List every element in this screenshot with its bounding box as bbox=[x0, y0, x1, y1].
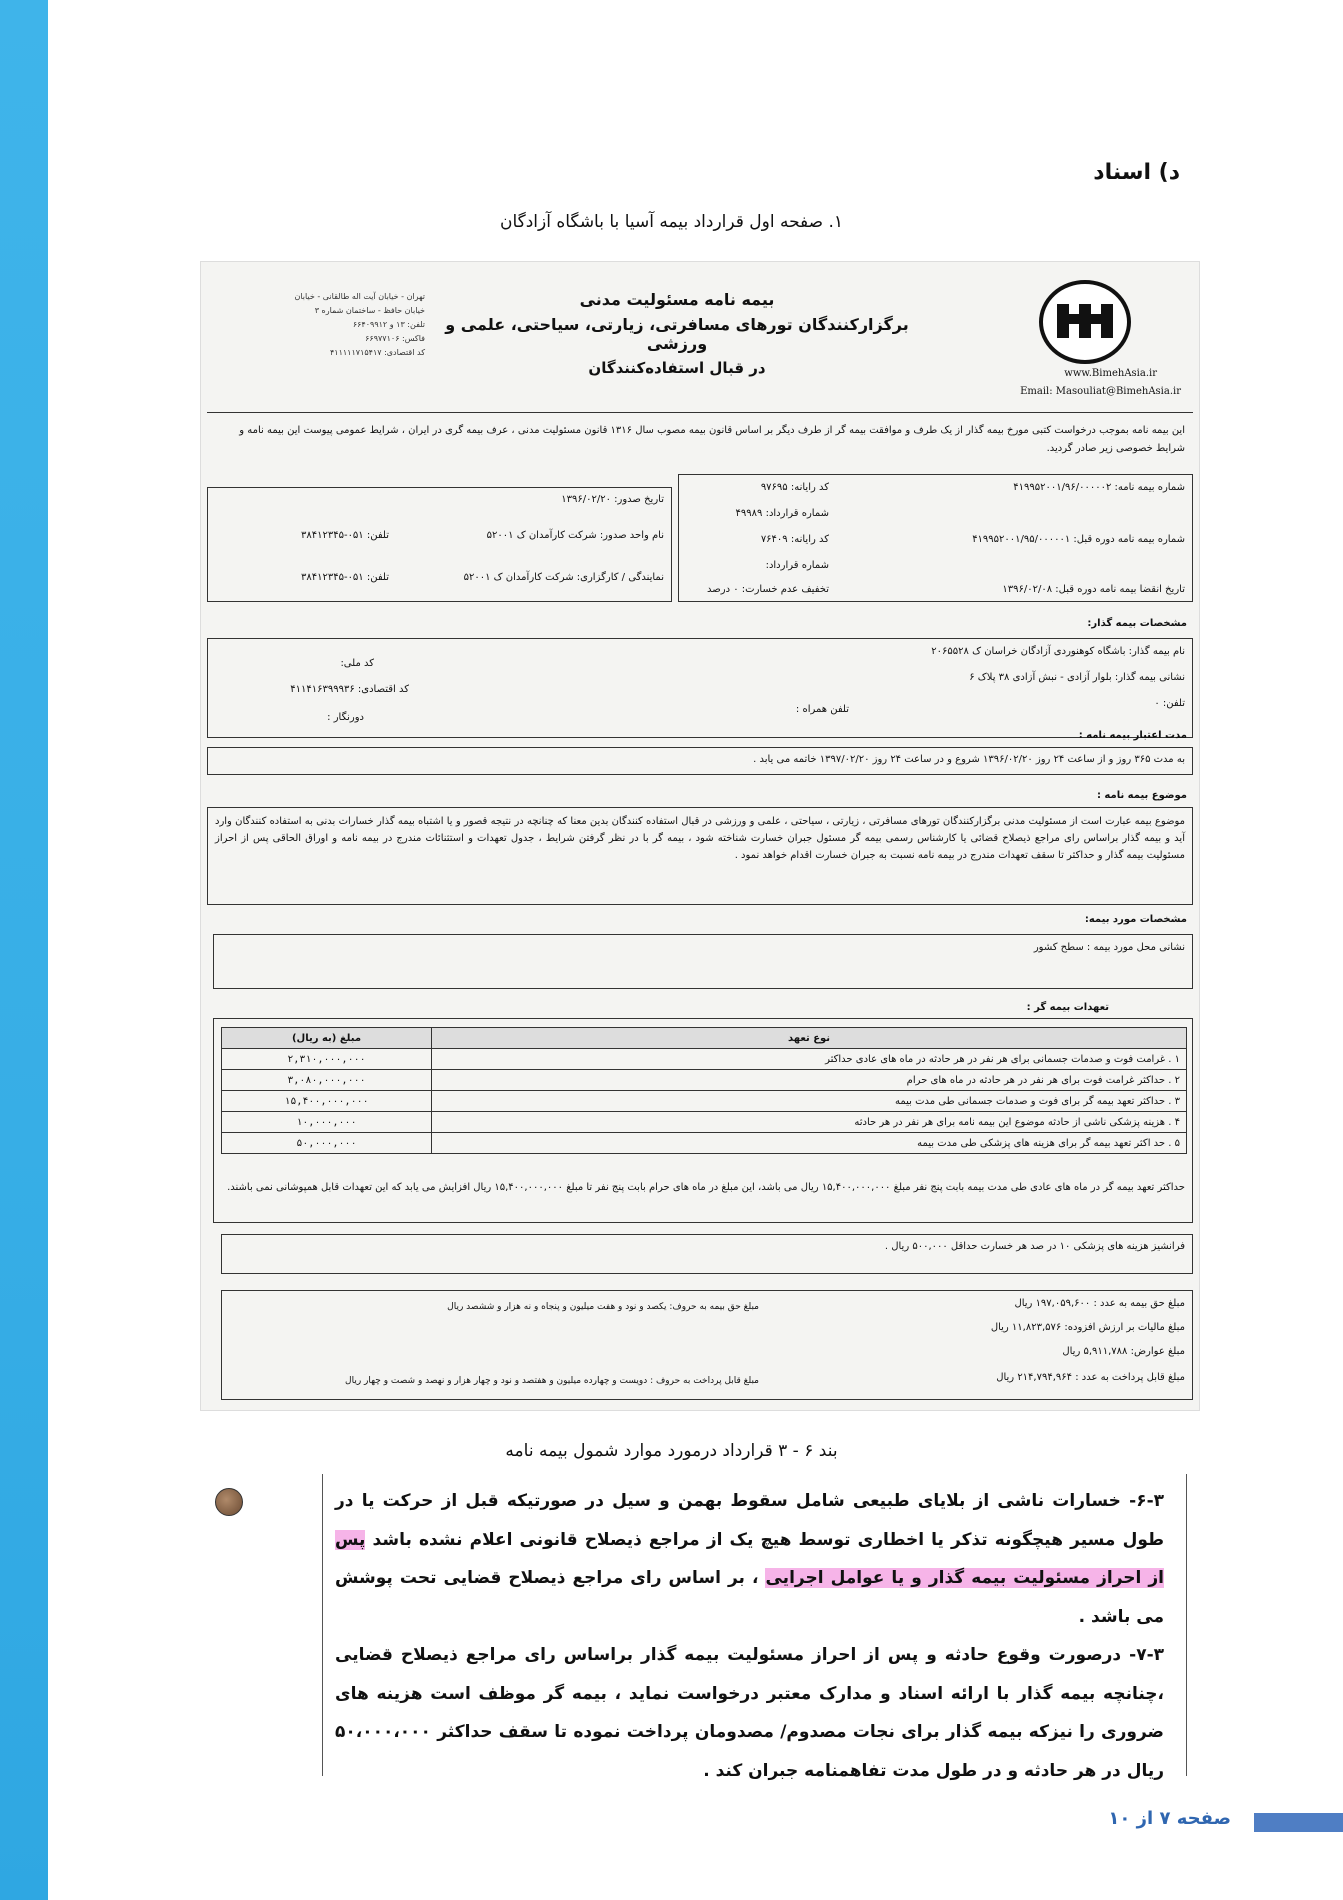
obligation-type: ۲ . حداکثر غرامت فوت برای هر نفر در هر حادثه در ماه های حرام bbox=[432, 1070, 1187, 1091]
obligation-amount: ۱۰,۰۰۰,۰۰۰ bbox=[222, 1112, 432, 1133]
policy-header bbox=[207, 268, 1193, 413]
table-row bbox=[222, 1070, 1187, 1091]
obligation-type: ۵ . حد اکثر تعهد بیمه گر برای هزینه های پزشکی طی مدت بیمه bbox=[432, 1133, 1187, 1154]
no-claim-discount: تخفیف عدم خسارت: ۰ درصد bbox=[707, 584, 829, 595]
insurer-email: Email: Masouliat@BimehAsia.ir bbox=[1020, 386, 1181, 397]
table-row bbox=[222, 1133, 1187, 1154]
footer-accent-bar bbox=[1254, 1813, 1343, 1832]
side-color-bar bbox=[0, 0, 48, 1900]
computer-code-1: کد رایانه: ۹۷۶۹۵ bbox=[760, 482, 829, 493]
insured-object-label: مشخصات مورد بیمه: bbox=[1084, 914, 1187, 925]
agency: نمایندگی / کارگزاری: شرکت کارآمدان ک ۵۲۰۰۱ bbox=[463, 572, 664, 583]
previous-policy-number: شماره بیمه نامه دوره قبل: ۴۱۹۹۵۲۰۰۱/۹۵/۰۰۰۰۰۱ bbox=[972, 534, 1185, 545]
validity-period: به مدت ۳۶۵ روز و از ساعت ۲۴ روز ۱۳۹۶/۰۲/۲۰ شروع و در ساعت ۲۴ روز ۱۳۹۷/۰۲/۲۰ خاتمه می یابد . bbox=[753, 754, 1185, 765]
obligation-type: ۱ . غرامت فوت و صدمات جسمانی برای هر نفر در هر حادثه در ماه های عادی حداکثر bbox=[432, 1049, 1187, 1070]
clause-6-3-text: ۶-۳- خسارات ناشی از بلایای طبیعی شامل سقوط بهمن و سیل در صورتیکه قبل از حرکت یا در طول مسیر هیچگونه تذکر یا اخطاری توسط هیچ یک از مراجع ذیصلاح قانونی اعلام نشده باشد bbox=[335, 1491, 1164, 1550]
insured-phone: تلفن: ۰ bbox=[1154, 698, 1185, 709]
insured-location: نشانی محل مورد بیمه : سطح کشور bbox=[1033, 942, 1185, 953]
caption-policy-page: ۱. صفحه اول قرارداد بیمه آسیا با باشگاه آزادگان bbox=[499, 212, 844, 232]
obligation-amount: ۳,۰۸۰,۰۰۰,۰۰۰ bbox=[222, 1070, 432, 1091]
computer-code-2: کد رایانه: ۷۶۴۰۹ bbox=[760, 534, 829, 545]
section-heading: د) اسناد bbox=[1093, 160, 1180, 185]
insurer-logo-block bbox=[991, 280, 1181, 408]
franchise-box bbox=[221, 1234, 1193, 1274]
insured-name: نام بیمه گذار: باشگاه کوهنوردی آزادگان خراسان ک ۲۰۶۵۵۲۸ bbox=[931, 646, 1185, 657]
franchise: فرانشیز هزینه های پزشکی ۱۰ در صد هر خسارت حداقل ۵۰۰,۰۰۰ ریال . bbox=[884, 1241, 1185, 1252]
obligation-type: ۳ . حداکثر تعهد بیمه گر برای فوت و صدمات جسمانی طی مدت بیمه bbox=[432, 1091, 1187, 1112]
caption-clause: بند ۶ - ۳ قرارداد درمورد موارد شمول بیمه نامه bbox=[505, 1441, 838, 1461]
subject-label: موضوع بیمه نامه : bbox=[1096, 790, 1187, 801]
vat-amount: مبلغ مالیات بر ارزش افزوده: ۱۱,۸۲۳,۵۷۶ ریال bbox=[990, 1322, 1185, 1333]
obligation-amount: ۵۰,۰۰۰,۰۰۰ bbox=[222, 1133, 432, 1154]
policy-intro: این بیمه نامه بموجب درخواست کتبی مورخ بیمه گذار از یک طرف و موافقت بیمه گر از طرف دیگر بر اساس قانون بیمه مصوب سال ۱۳۱۶ قانون مسئولیت مدنی ، عرف بیمه گری در ایران ، شرایط عمومی پیوست این بیمه نامه و شرایط خصوصی زیر صادر گردید. bbox=[239, 425, 1185, 454]
insured-address: نشانی بیمه گذار: بلوار آزادی - نبش آزادی ۳۸ پلاک ۶ bbox=[969, 672, 1185, 683]
policy-title-line2: برگزارکنندگان تورهای مسافرتی، زیارتی، سیاحتی، علمی و ورزشی bbox=[445, 315, 909, 353]
obligations-table bbox=[221, 1027, 1187, 1154]
issuing-unit-phone: تلفن: ۰۵۱-۳۸۴۱۲۳۴۵ bbox=[300, 530, 389, 541]
duties-amount: مبلغ عوارض: ۵,۹۱۱,۷۸۸ ریال bbox=[1062, 1346, 1185, 1357]
address-line: فاکس: ۶۶۹۷۷۱۰۶ bbox=[365, 334, 425, 343]
bimeh-asia-logo-icon bbox=[1039, 280, 1131, 364]
page-number: صفحه ۷ از ۱۰ bbox=[1108, 1808, 1231, 1829]
national-code: کد ملی: bbox=[340, 658, 374, 669]
table-row bbox=[222, 1091, 1187, 1112]
address-line: تهران - خیابان آیت اله طالقانی - خیابان bbox=[294, 292, 425, 301]
fax: دورنگار : bbox=[327, 712, 364, 723]
clause-excerpt bbox=[322, 1474, 1187, 1781]
validity-label: مدت اعتبار بیمه نامه : bbox=[1078, 730, 1187, 741]
policy-title-line1: بیمه نامه مسئولیت مدنی bbox=[579, 290, 775, 309]
scanned-policy bbox=[200, 261, 1200, 1411]
address-line: تلفن: ۱۳ و ۶۶۴۰۹۹۱۲ bbox=[352, 320, 425, 329]
obligation-type: ۴ . هزینه پزشکی ناشی از حادثه موضوع این بیمه نامه برای هر نفر در هر حادثه bbox=[432, 1112, 1187, 1133]
contract-number: شماره قرارداد: ۴۹۹۸۹ bbox=[735, 508, 829, 519]
premium-amount: مبلغ حق بیمه به عدد : ۱۹۷,۰۵۹,۶۰۰ ریال bbox=[1014, 1298, 1185, 1309]
subject-text: موضوع بیمه عبارت است از مسئولیت مدنی برگزارکنندگان تورهای مسافرتی ، زیارتی ، سیاحتی ، علمی و ورزشی در قبال استفاده کنندگان بدین معنا که چنانچه در نتیجه قصور و یا اشتباه بیمه گذار خسارات بدنی به استفاده کنندگان وارد آید و بیمه گذار براساس رای مراجع ذیصلاح قضائی یا کارشناس رسمی بیمه گر مسئول جبران خسارت شناخته شود ، بیمه گر با در نظر گرفتن شرایط ، جدول تعهدات و استثنائات مندرج در بیمه نامه و اوراق الحاقی پس از احراز مسئولیت بیمه گذار و حداکثر تا سقف تعهدات مندرج در بیمه نامه نسبت به جبران خسارت اقدام خواهد نمود . bbox=[215, 816, 1185, 861]
column-header-amount: مبلغ (به ریال) bbox=[222, 1028, 432, 1049]
clause-text bbox=[335, 1482, 1164, 1790]
policy-number: شماره بیمه نامه: ۴۱۹۹۵۲۰۰۱/۹۶/۰۰۰۰۰۲ bbox=[1013, 482, 1185, 493]
address-line: خیابان حافظ - ساختمان شماره ۳ bbox=[314, 306, 425, 315]
agency-phone: تلفن: ۰۵۱-۳۸۴۱۲۳۴۵ bbox=[300, 572, 389, 583]
previous-expiry: تاریخ انقضا بیمه نامه دوره قبل: ۱۳۹۶/۰۲/۰۸ bbox=[1002, 584, 1185, 595]
clause-7-3-text: ۷-۳- درصورت وقوع حادثه و پس از احراز مسئولیت بیمه گذار براساس رای مراجع ذیصلاح قضایی ،چنانچه بیمه گذار با ارائه اسناد و مدارک معتبر درخواست نماید ، بیمه گر موظف است هزینه های ضروری را نیزکه بیمه گذار برای نجات مصدوم/ مصدومان پرداخت نموده تا سقف حداکثر ۵۰،۰۰۰،۰۰۰ ریال در هر حادثه و در طول مدت تفاهمنامه جبران کند . bbox=[335, 1645, 1164, 1781]
issuing-unit: نام واحد صدور: شرکت کارآمدان ک ۵۲۰۰۱ bbox=[486, 530, 664, 541]
obligation-amount: ۲,۳۱۰,۰۰۰,۰۰۰ bbox=[222, 1049, 432, 1070]
payable-in-words: مبلغ قابل پرداخت به حروف : دویست و چهارده میلیون و هفتصد و نود و چهار هزار و نهصد و شصت و چهار ریال bbox=[345, 1376, 759, 1386]
table-row bbox=[222, 1049, 1187, 1070]
obligation-amount: ۱۵,۴۰۰,۰۰۰,۰۰۰ bbox=[222, 1091, 432, 1112]
insurer-address bbox=[225, 290, 425, 360]
insurer-website: www.BimehAsia.ir bbox=[1064, 368, 1157, 379]
premium-in-words: مبلغ حق بیمه به حروف: یکصد و نود و هفت میلیون و پنجاه و نه هزار و ششصد ریال bbox=[447, 1302, 759, 1312]
issue-date: تاریخ صدور: ۱۳۹۶/۰۲/۲۰ bbox=[561, 494, 664, 505]
policy-title bbox=[417, 290, 937, 377]
mobile-phone: تلفن همراه : bbox=[795, 704, 849, 715]
column-header-type: نوع تعهد bbox=[432, 1028, 1187, 1049]
clause-6-3-end: ، بر اساس رای مراجع ذیصلاح قضایی تحت پوشش می باشد . bbox=[335, 1568, 1164, 1627]
clause-6-3-highlight: پس از احراز مسئولیت بیمه گذار و یا عوامل اجرایی bbox=[335, 1529, 1165, 1588]
payable-amount: مبلغ قابل پرداخت به عدد : ۲۱۴,۷۹۴,۹۶۴ ریال bbox=[996, 1372, 1185, 1383]
policy-title-line3: در قبال استفاده‌کنندگان bbox=[588, 359, 766, 377]
round-stamp-icon bbox=[215, 1488, 243, 1516]
insured-section-label: مشخصات بیمه گذار: bbox=[1087, 618, 1187, 629]
table-row bbox=[222, 1112, 1187, 1133]
address-line: کد اقتصادی: ۴۱۱۱۱۱۷۱۵۴۱۷ bbox=[329, 348, 425, 357]
contract-number-2: شماره قرارداد: bbox=[765, 560, 829, 571]
obligations-note: حداکثر تعهد بیمه گر در ماه های عادی طی مدت بیمه بابت پنج نفر مبلغ ۱۵,۴۰۰,۰۰۰,۰۰۰ ریال می باشد، این مبلغ در ماه های حرام بابت پنج نفر تا مبلغ ۱۵,۴۰۰,۰۰۰,۰۰۰ ریال افزایش می یابد که این تعهدات قابل همپوشانی نمی باشند. bbox=[227, 1182, 1185, 1193]
economic-code: کد اقتصادی: ۴۱۱۴۱۶۳۹۹۹۳۶ bbox=[290, 684, 409, 695]
obligations-label: تعهدات بیمه گر : bbox=[1026, 1002, 1109, 1013]
